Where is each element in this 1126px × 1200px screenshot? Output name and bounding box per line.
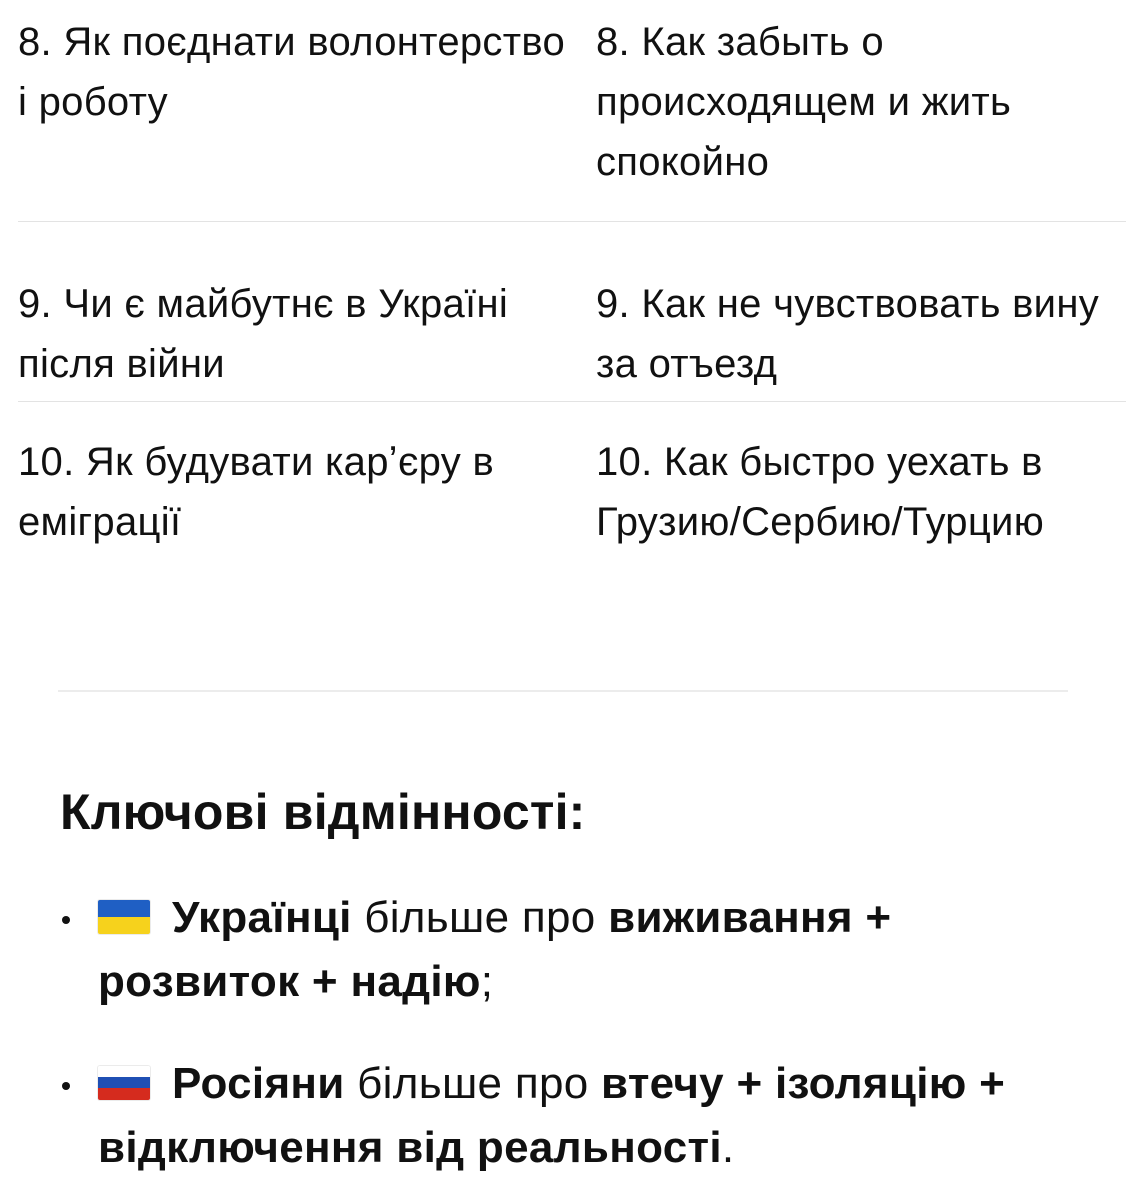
russian-query: 9. Как не чувствовать вину за отъезд <box>596 282 1100 386</box>
bullet-subject: Росіяни <box>172 1059 345 1108</box>
bullet-middle-text: більше про <box>344 1059 602 1108</box>
list-item <box>60 886 1100 1014</box>
bullet-emphasis: втечу + ізоляцію + відключення від реальності <box>98 1059 1006 1172</box>
bullet-ending: . <box>721 1123 735 1172</box>
comparison-row <box>18 222 1126 402</box>
list-item <box>60 1052 1100 1180</box>
ukrainian-query: 8. Як поєднати волонтерство і роботу <box>18 20 565 124</box>
bullet-emphasis: виживання + розвиток + надію <box>98 893 892 1006</box>
ukrainian-query: 10. Як будувати карʼєру в еміграції <box>18 440 495 544</box>
section-divider <box>58 690 1068 692</box>
russian-query: 8. Как забыть о происходящем и жить спокойно <box>596 20 1012 184</box>
comparison-table <box>18 0 1126 572</box>
bullet-subject: Українці <box>172 893 352 942</box>
russian-query: 10. Как быстро уехать в Грузию/Сербию/Турцию <box>596 440 1044 544</box>
bullet-ending: ; <box>480 957 494 1006</box>
bullet-dot-icon <box>62 916 70 924</box>
comparison-row <box>18 402 1126 572</box>
bullet-middle-text: більше про <box>351 893 609 942</box>
russia-flag-icon <box>98 1066 150 1100</box>
ukrainian-query: 9. Чи є майбутнє в Україні після війни <box>18 282 509 386</box>
ukraine-flag-icon <box>98 900 150 934</box>
bullet-dot-icon <box>62 1082 70 1090</box>
key-differences-heading: Ключові відмінності: <box>60 784 586 840</box>
comparison-row <box>18 0 1126 222</box>
key-differences-list <box>60 886 1100 1200</box>
